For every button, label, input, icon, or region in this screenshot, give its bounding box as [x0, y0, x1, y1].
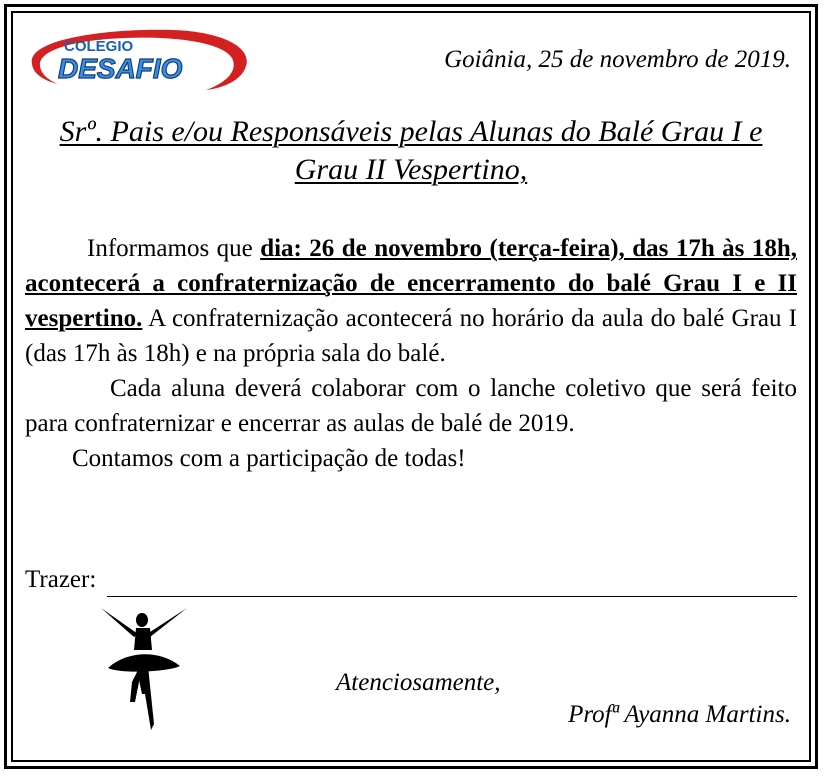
closing: Atenciosamente,	[336, 669, 501, 696]
ballerina-icon	[98, 606, 190, 736]
paragraph-snack: Cada aluna deverá colaborar com o lanche coletivo que será feito para confraternizar e encerrar as aulas de balé de 2019.	[25, 375, 797, 437]
trazer-label: Trazer:	[25, 566, 97, 593]
announcement-rest: A confraternização acontecerá no horário da aula do balé Grau I (das 17h às 18h) e na própria sala do balé.	[25, 305, 797, 367]
paragraph-announcement	[25, 231, 797, 371]
colegio-desafio-logo	[24, 24, 250, 94]
paragraph-closing-note: Contamos com a participação de todas!	[72, 445, 466, 472]
logo-desafio-text: DESAFIO	[58, 53, 183, 84]
signature: Profª Ayanna Martins.	[568, 701, 791, 728]
trazer-fill-line	[107, 596, 797, 597]
letter-body	[25, 231, 797, 476]
letter-date: Goiânia, 25 de novembro de 2019.	[444, 46, 791, 73]
announcement-intro: Informamos que	[87, 235, 261, 262]
announcement-highlight: dia: 26 de novembro (terça-feira), das 17h às 18h, acontecerá a confraternização de encerramento do balé Grau I e II vespertino.	[25, 235, 797, 332]
logo-colegio-text: COLÉGIO	[64, 38, 134, 55]
salutation	[25, 113, 797, 189]
salutation-text: Srº. Pais e/ou Responsáveis pelas Alunas do Balé Grau I e Grau II Vespertino,	[59, 115, 763, 186]
